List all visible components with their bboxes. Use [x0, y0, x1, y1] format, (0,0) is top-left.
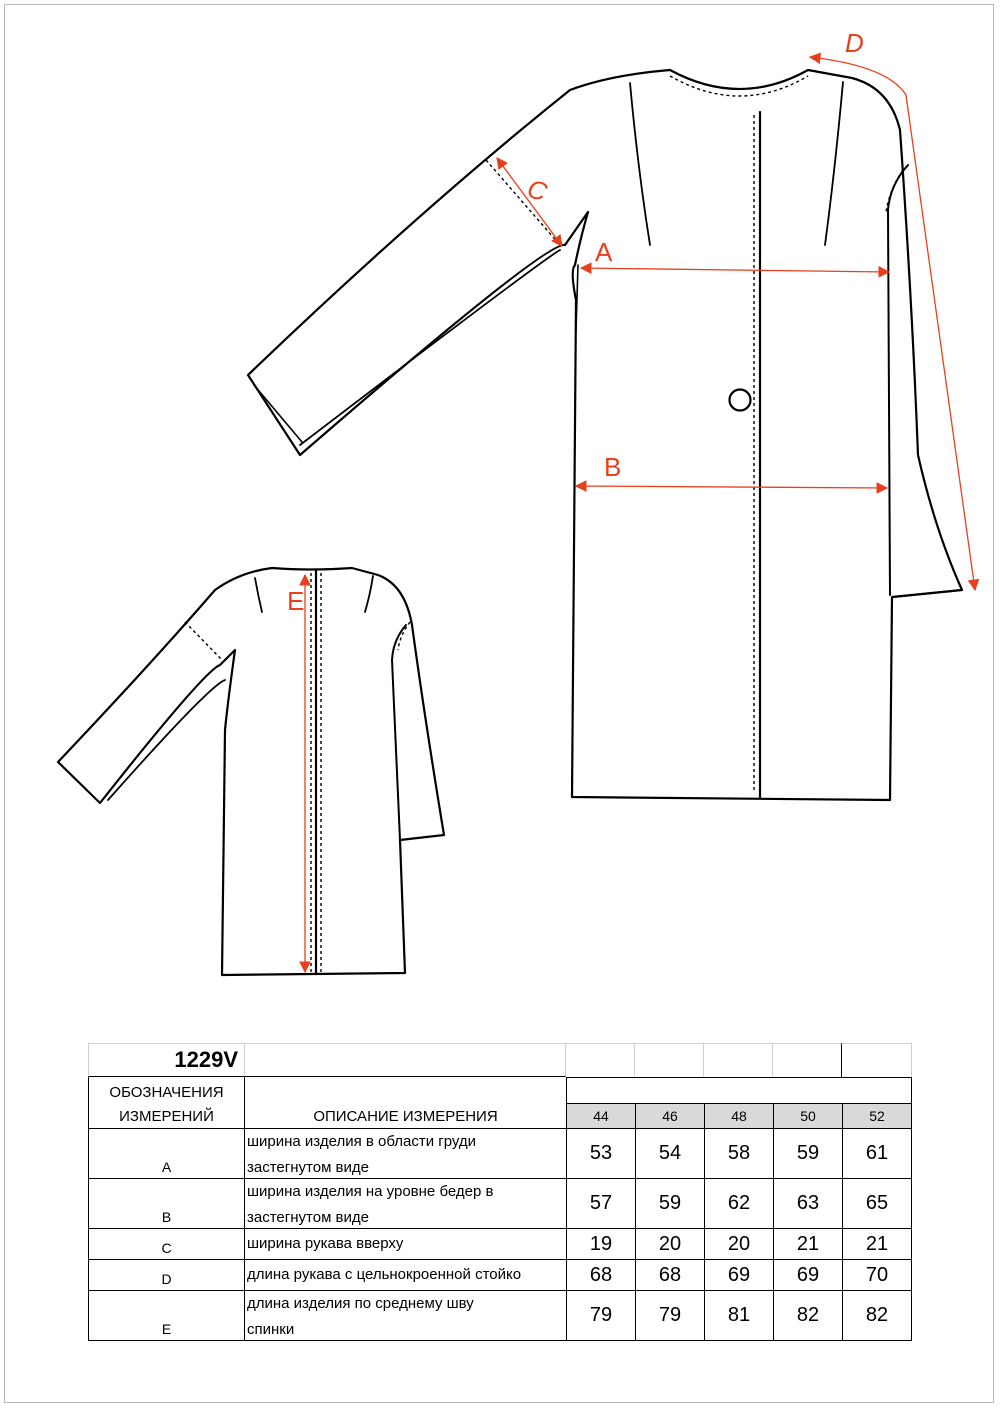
size-48-header: 48 [704, 1103, 773, 1129]
arrow-D [810, 57, 975, 590]
row-b-50: 63 [773, 1179, 842, 1229]
row-a-44: 53 [566, 1129, 635, 1179]
front-side-seam-left [576, 265, 578, 330]
row-e-52: 82 [842, 1291, 912, 1341]
back-view [58, 568, 444, 975]
size-44-header: 44 [566, 1103, 635, 1129]
model-number: 1229V [88, 1043, 244, 1077]
row-c-48: 20 [704, 1229, 773, 1260]
row-a-46: 54 [635, 1129, 704, 1179]
front-left-sleeve-fold [300, 250, 560, 445]
row-a-52: 61 [842, 1129, 912, 1179]
row-e-code: E [88, 1291, 244, 1341]
row-b-desc: ширина изделия на уровне бедер в застегнутом виде [244, 1179, 566, 1229]
row-e-50: 82 [773, 1291, 842, 1341]
front-button [730, 390, 751, 411]
row-a-50: 59 [773, 1129, 842, 1179]
front-left-sleeve-cuff [254, 385, 302, 442]
front-right-sleeve-hem [893, 590, 962, 597]
front-view [248, 70, 962, 800]
row-c-code: C [88, 1229, 244, 1260]
label-C: C [523, 172, 551, 208]
measure-arrows [305, 57, 975, 972]
row-a-code: A [88, 1129, 244, 1179]
model-row-empty [244, 1043, 566, 1077]
header-codes [88, 1077, 244, 1129]
back-dart-left [255, 578, 262, 612]
row-b-48: 62 [704, 1179, 773, 1229]
label-B: B [604, 452, 622, 482]
size-top-3 [773, 1043, 842, 1077]
row-c-52: 21 [842, 1229, 912, 1260]
row-b-44: 57 [566, 1179, 635, 1229]
row-c-50: 21 [773, 1229, 842, 1260]
row-e-desc: длина изделия по среднему шву спинки [244, 1291, 566, 1341]
row-a-48: 58 [704, 1129, 773, 1179]
row-d-52: 70 [842, 1260, 912, 1291]
row-e-48: 81 [704, 1291, 773, 1341]
back-right-sleeve-seam [392, 625, 406, 840]
row-e-46: 79 [635, 1291, 704, 1341]
header-codes-line1: ОБОЗНАЧЕНИЯ [109, 1084, 224, 1101]
header-size-top [566, 1077, 912, 1103]
front-outline [248, 70, 962, 800]
label-D: D [845, 28, 864, 58]
row-c-44: 19 [566, 1229, 635, 1260]
front-dart-right [825, 82, 843, 245]
label-A: A [595, 237, 613, 267]
header-codes-line2: ИЗМЕРЕНИЙ [119, 1108, 214, 1125]
size-table [88, 1043, 912, 1341]
row-d-46: 68 [635, 1260, 704, 1291]
row-d-desc: длина рукава с цельнокроенной стойко [244, 1260, 566, 1291]
arrow-A [581, 268, 889, 272]
row-a-desc: ширина изделия в области груди застегнутом виде [244, 1129, 566, 1179]
size-top-2 [704, 1043, 773, 1077]
row-d-48: 69 [704, 1260, 773, 1291]
row-d-44: 68 [566, 1260, 635, 1291]
front-right-sleeve-seam [888, 165, 908, 595]
arrow-B [576, 486, 887, 488]
row-c-desc: ширина рукава вверху [244, 1229, 566, 1260]
size-top-1 [635, 1043, 704, 1077]
row-d-code: D [88, 1260, 244, 1291]
size-top-4 [842, 1043, 912, 1077]
row-b-52: 65 [842, 1179, 912, 1229]
size-46-header: 46 [635, 1103, 704, 1129]
back-stitching [185, 573, 410, 972]
front-dart-left [630, 83, 650, 245]
row-d-50: 69 [773, 1260, 842, 1291]
row-c-46: 20 [635, 1229, 704, 1260]
row-e-44: 79 [566, 1291, 635, 1341]
row-b-46: 59 [635, 1179, 704, 1229]
row-b-code: B [88, 1179, 244, 1229]
back-outline [58, 568, 444, 975]
back-left-sleeve-fold [108, 680, 225, 800]
label-E: E [287, 586, 305, 616]
size-50-header: 50 [773, 1103, 842, 1129]
header-description: ОПИСАНИЕ ИЗМЕРЕНИЯ [244, 1077, 566, 1129]
back-dart-right [365, 576, 373, 612]
size-52-header: 52 [842, 1103, 912, 1129]
size-top-0 [566, 1043, 635, 1077]
